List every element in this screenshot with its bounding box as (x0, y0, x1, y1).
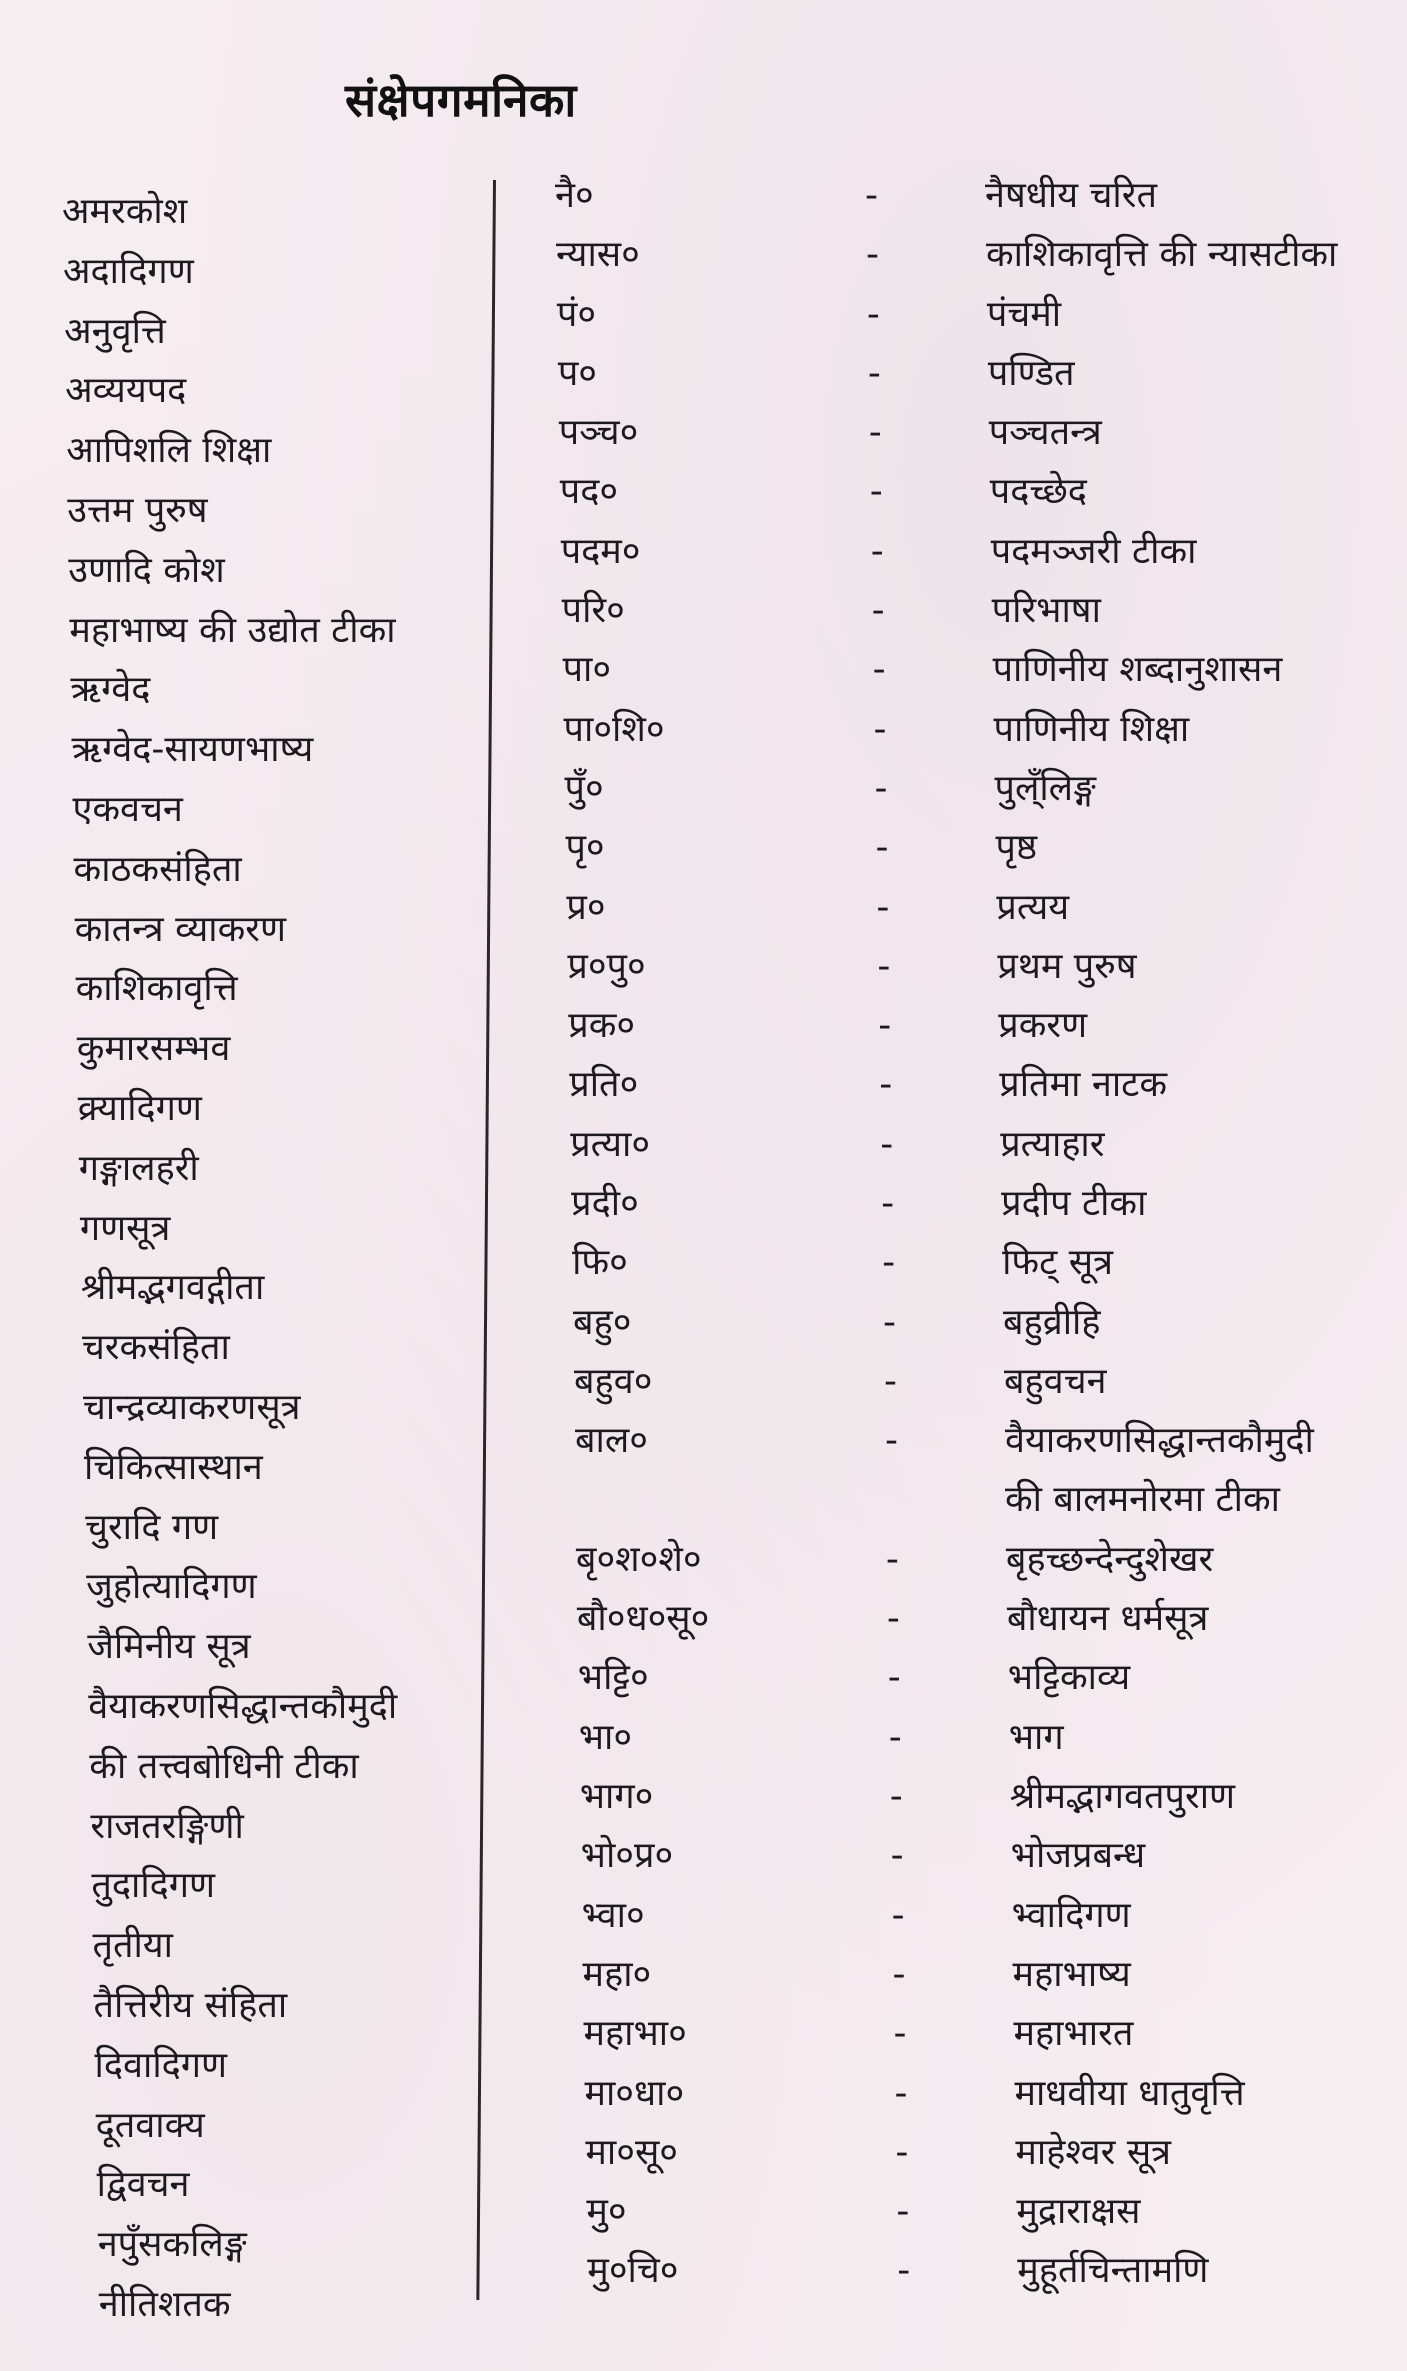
separator-dash: - (896, 2191, 910, 2233)
full-form-text: नैषधीय चरित (985, 175, 1158, 216)
abbreviation: प० (557, 352, 598, 394)
abbreviation-row (580, 1767, 1407, 1826)
left-list-item: अमरकोश (62, 191, 188, 232)
full-form (1004, 1352, 1107, 1411)
full-form (1003, 1293, 1100, 1352)
separator-dash: - (884, 1360, 897, 1402)
full-form-text: महाभारत (1013, 2013, 1134, 2055)
separator-dash: - (868, 412, 882, 454)
left-list-item: चरकसंहिता (81, 1327, 230, 1369)
full-form (1010, 1767, 1235, 1826)
abbreviation: प्रदी० (571, 1183, 639, 1225)
abbreviation-row (583, 1945, 1407, 2004)
full-form-text: माहेश्वर सूत्र (1015, 2131, 1172, 2173)
separator-dash: - (886, 1598, 900, 1640)
separator-dash: - (876, 886, 890, 928)
abbreviation: परि० (561, 590, 625, 632)
full-form-text: पदमञ्जरी टीका (990, 530, 1197, 572)
full-form-text: पञ्चतन्त्र (988, 412, 1102, 454)
full-form (1012, 1886, 1131, 1945)
separator-dash: - (882, 1242, 896, 1284)
full-form-text: पृष्ठ (995, 827, 1038, 869)
abbreviation: मा०धा० (584, 2072, 685, 2114)
abbreviation-row (587, 2241, 1407, 2300)
full-form (999, 1055, 1167, 1114)
left-list-item: आपिशलि शिक्षा (66, 430, 272, 472)
separator-dash: - (880, 1123, 894, 1165)
full-form (990, 462, 1087, 521)
full-form (1014, 2064, 1244, 2123)
full-form-text: पंचमी (986, 293, 1062, 335)
abbreviation: प्र० (566, 886, 606, 928)
full-form-text: मुद्राराक्षस (1016, 2191, 1141, 2233)
full-form-text: मुहूर्तचिन्तामणि (1017, 2250, 1209, 2292)
full-form-text: प्रकरण (998, 1005, 1088, 1047)
left-list-item: एकवचन (72, 788, 183, 830)
abbreviation: भट्टि० (577, 1657, 649, 1699)
full-form-text: प्रतिमा नाटक (999, 1064, 1167, 1106)
left-list-item: तुदादिगण (91, 1865, 216, 1907)
full-form-text: श्रीमद्भागवतपुराण (1009, 1776, 1236, 1818)
abbreviation: मु०चि० (587, 2250, 679, 2292)
full-form (1017, 2241, 1208, 2300)
full-form-text-continued: की बालमनोरमा टीका (1004, 1479, 1280, 1521)
abbreviation-row (573, 1293, 1407, 1352)
abbreviation-row (565, 759, 1407, 818)
left-list-item: क्र्यादिगण (77, 1087, 202, 1129)
separator-dash: - (877, 945, 891, 987)
full-form (998, 996, 1087, 1055)
left-list-item: नीतिशतक (98, 2283, 231, 2325)
left-list-item: महाभाष्य की उद्योत टीका (69, 609, 396, 651)
abbreviation: महा० (582, 1953, 652, 1995)
abbreviation: भा० (578, 1716, 633, 1758)
full-form (1016, 2182, 1140, 2241)
separator-dash: - (871, 590, 885, 632)
abbreviation-row (571, 1174, 1407, 1233)
full-form (1015, 2123, 1171, 2182)
full-form-text: पुल्ँलिङ्ग (994, 767, 1096, 809)
separator-dash: - (878, 1005, 892, 1047)
left-list-item: कातन्त्र व्याकरण (74, 908, 287, 950)
full-form (996, 878, 1069, 937)
separator-dash: - (897, 2250, 911, 2292)
full-form-text: प्रत्याहार (1000, 1123, 1105, 1165)
abbreviation-row (565, 818, 1407, 877)
abbreviation-row (559, 403, 1404, 462)
full-form (988, 344, 1075, 403)
abbreviation-row (569, 1055, 1407, 1114)
full-form (1000, 1115, 1104, 1174)
separator-dash: - (865, 175, 878, 216)
abbreviation-row (568, 996, 1407, 1055)
full-form (1002, 1233, 1113, 1292)
left-list-item: नपुँसकलिङ्ग (97, 2224, 247, 2266)
abbreviation-table (555, 166, 1400, 2301)
abbreviation-row (563, 640, 1407, 699)
separator-dash: - (879, 1064, 893, 1106)
separator-dash: - (891, 1894, 905, 1936)
full-form-text: माधवीया धातुवृत्ति (1014, 2072, 1245, 2114)
separator-dash: - (888, 1716, 902, 1758)
abbreviation: बृ०श०शे० (575, 1538, 702, 1580)
abbreviation: महाभा० (583, 2013, 687, 2055)
abbreviation-row (561, 522, 1406, 581)
left-list-item: काठकसंहिता (73, 848, 242, 890)
abbreviation: पद० (559, 471, 619, 513)
abbreviation: प्रति० (569, 1064, 639, 1106)
abbreviation: पञ्च० (558, 412, 639, 454)
abbreviation-row (557, 285, 1402, 344)
left-list-item: जुहोत्यादिगण (86, 1566, 257, 1608)
abbreviation: पुँ० (564, 767, 604, 809)
abbreviation-row (560, 462, 1405, 521)
left-list-item: चान्द्रव्याकरणसूत्र (83, 1386, 301, 1428)
abbreviation-row (555, 166, 1400, 225)
full-form-text: महाभाष्य (1012, 1953, 1131, 1995)
full-form-text: पाणिनीय शब्दानुशासन (992, 649, 1283, 691)
full-form (989, 403, 1102, 462)
full-form-text: प्रत्यय (996, 886, 1070, 928)
full-form (1005, 1411, 1314, 1529)
abbreviation: बाल० (574, 1420, 648, 1462)
abbreviation: भाग० (579, 1776, 654, 1818)
left-list-item: ऋग्वेद (70, 669, 151, 711)
abbreviation: प्रक० (568, 1005, 636, 1047)
full-form (992, 581, 1101, 640)
separator-dash: - (873, 708, 887, 750)
abbreviation-row (574, 1352, 1407, 1411)
left-list-item: की तत्त्वबोधिनी टीका (89, 1745, 359, 1787)
abbreviation-row (558, 344, 1403, 403)
full-form (986, 225, 1337, 284)
abbreviation: पा० (562, 649, 612, 691)
separator-dash: - (870, 530, 884, 572)
full-form-text: बौधायन धर्मसूत्र (1006, 1598, 1209, 1640)
abbreviation-row (567, 937, 1407, 996)
separator-dash: - (872, 649, 886, 691)
abbreviation: भ्वा० (581, 1894, 645, 1936)
abbreviation: पा०शि० (563, 708, 665, 750)
full-form (1001, 1174, 1146, 1233)
abbreviation: बहु० (573, 1301, 632, 1343)
separator-dash: - (889, 1776, 903, 1818)
left-list-item: द्विवचन (96, 2164, 190, 2206)
left-list-item: उणादि कोश (68, 549, 225, 591)
abbreviation: न्यास० (555, 234, 640, 276)
full-form (1014, 2004, 1134, 2063)
left-list-item: चिकित्सास्थान (84, 1446, 263, 1488)
separator-dash: - (892, 1953, 906, 1995)
separator-dash: - (890, 1835, 904, 1877)
separator-dash: - (874, 767, 888, 809)
separator-dash: - (869, 471, 883, 513)
separator-dash: - (895, 2131, 909, 2173)
abbreviation-row (584, 2064, 1407, 2123)
abbreviation: भो०प्र० (580, 1835, 674, 1877)
full-form-text: भाग (1008, 1716, 1064, 1758)
separator-dash: - (893, 2013, 907, 2055)
left-list-item: अव्ययपद (65, 370, 187, 412)
abbreviation: पृ० (565, 827, 605, 869)
full-form-text: पण्डित (987, 352, 1075, 394)
abbreviation-row (586, 2182, 1407, 2241)
full-form-text: प्रदीप टीका (1001, 1183, 1147, 1225)
left-list-item: जैमिनीय सूत्र (87, 1626, 251, 1668)
separator-dash: - (867, 352, 881, 394)
full-form (1008, 1648, 1130, 1707)
abbreviation-row (556, 225, 1401, 284)
full-form (995, 759, 1096, 818)
abbreviation: बौ०ध०सू० (576, 1598, 710, 1640)
abbreviation-row (575, 1411, 1407, 1530)
full-form (997, 937, 1136, 996)
separator-dash: - (894, 2072, 908, 2114)
left-list-item: गणसूत्र (79, 1207, 171, 1249)
left-list-item: अदादिगण (63, 250, 194, 292)
abbreviation-row (566, 878, 1407, 937)
full-form (1011, 1826, 1146, 1885)
left-list-item: उत्तम पुरुष (67, 489, 208, 531)
full-form-text: भ्वादिगण (1011, 1894, 1131, 1936)
separator-dash: - (881, 1183, 895, 1225)
left-list-item: कुमारसम्भव (76, 1028, 231, 1070)
abbreviation-row (581, 1826, 1407, 1885)
abbreviation-row (584, 2004, 1407, 2063)
full-form-text: भट्टिकाव्य (1007, 1657, 1131, 1699)
abbreviation-row (576, 1530, 1407, 1589)
abbreviation-row (572, 1233, 1407, 1292)
left-list-item: दूतवाक्य (95, 2104, 205, 2146)
full-form-text: बृहच्छन्देन्दुशेखर (1005, 1538, 1214, 1580)
full-form (993, 640, 1283, 699)
abbreviation-row (582, 1886, 1407, 1945)
abbreviation: मु० (586, 2191, 627, 2233)
left-list-item: काशिकावृत्ति (75, 968, 238, 1010)
separator-dash: - (866, 293, 880, 335)
full-form-text: बहुव्रीहि (1003, 1301, 1101, 1343)
full-form-text: परिभाषा (991, 590, 1101, 632)
left-list-item: अनुवृत्ति (64, 310, 166, 352)
full-form-text: बहुवचन (1004, 1360, 1107, 1402)
page-title: संक्षेपगमनिका (345, 73, 577, 127)
abbreviation: नै० (555, 175, 594, 216)
abbreviation-row (577, 1589, 1407, 1648)
full-form (1007, 1589, 1209, 1648)
abbreviation: प्र०पु० (567, 945, 646, 987)
separator-dash: - (885, 1538, 899, 1580)
left-list-item: दिवादिगण (94, 2044, 228, 2086)
left-list-item: तृतीया (92, 1925, 174, 1967)
abbreviation-row (585, 2123, 1407, 2182)
separator-dash: - (887, 1657, 901, 1699)
abbreviation-row (564, 700, 1407, 759)
full-form-text: फिट् सूत्र (1002, 1242, 1113, 1284)
abbreviation-row (570, 1115, 1407, 1174)
left-list-item: तैत्तिरीय संहिता (93, 1984, 288, 2026)
full-form-text: भोजप्रबन्ध (1010, 1835, 1146, 1877)
abbreviation: पं० (556, 293, 597, 335)
left-list-item: वैयाकरणसिद्धान्तकौमुदी (88, 1685, 398, 1727)
full-form (991, 522, 1197, 581)
left-list-item: चुरादि गण (85, 1506, 219, 1548)
separator-dash: - (865, 234, 879, 276)
full-form (1009, 1708, 1064, 1767)
separator-dash: - (883, 1301, 897, 1343)
abbreviation: बहुव० (574, 1360, 653, 1402)
abbreviation-row (579, 1708, 1407, 1767)
abbreviation: पदम० (560, 530, 641, 572)
left-list-item: ऋग्वेद-सायणभाष्य (71, 729, 314, 771)
full-form (1006, 1530, 1213, 1589)
abbreviation-row (578, 1648, 1407, 1707)
full-form (985, 166, 1157, 225)
left-list-item: श्रीमद्भगवद्गीता (80, 1267, 265, 1309)
full-form (994, 700, 1190, 759)
left-column-list (62, 182, 482, 2335)
abbreviation-row (562, 581, 1407, 640)
full-form-text: वैयाकरणसिद्धान्तकौमुदी (1004, 1420, 1314, 1462)
full-form-text: प्रथम पुरुष (997, 945, 1137, 987)
full-form (1013, 1945, 1131, 2004)
full-form-text: पदच्छेद (989, 471, 1087, 513)
full-form (995, 818, 1037, 877)
separator-dash: - (875, 827, 889, 869)
full-form (987, 285, 1061, 344)
left-list-item: राजतरङ्गिणी (90, 1805, 244, 1847)
full-form-text: काशिकावृत्ति की न्यासटीका (985, 234, 1338, 276)
full-form-text: पाणिनीय शिक्षा (993, 708, 1190, 750)
separator-dash: - (884, 1420, 898, 1462)
left-list-item: गङ्गालहरी (78, 1147, 199, 1189)
abbreviation: प्रत्या० (570, 1123, 651, 1165)
abbreviation: मा०सू० (585, 2131, 679, 2173)
abbreviation: फि० (572, 1242, 628, 1284)
